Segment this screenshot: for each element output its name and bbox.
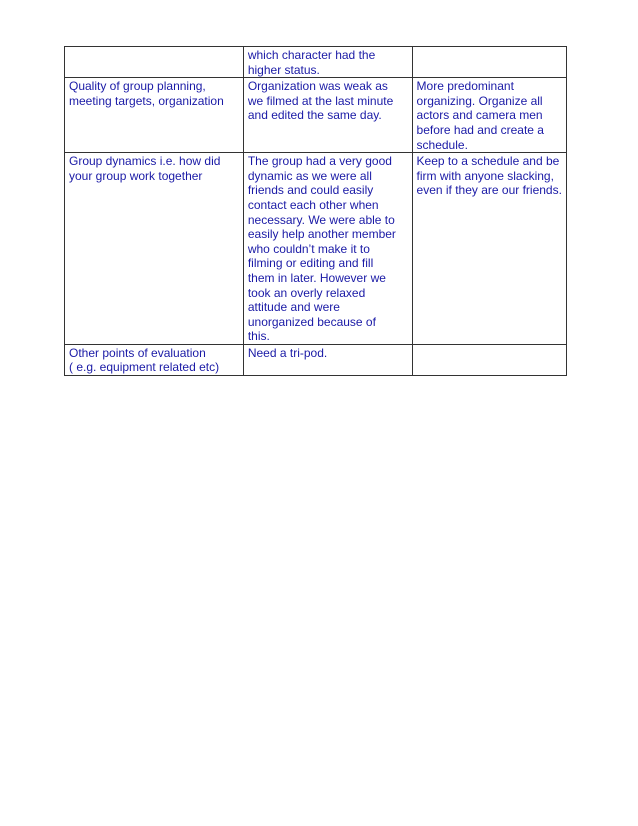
table-row [65,344,567,375]
evaluation-text: The group had a very good dynamic as we were all friends and could easily contact each other when necessary. We were able to easily help another member who couldn’t make it to filming or editing and fill them in later. However we took an overly relaxed attitude and were unorganized because of this. [247,154,396,344]
improvement-cell [412,78,566,153]
improvement-cell [412,153,566,345]
evaluation-cell [243,153,412,345]
criterion-text: Quality of group planning, meeting targets, organization [69,79,224,108]
criterion-text: Other points of evaluation ( e.g. equipment related etc) [69,345,220,375]
table-row [65,153,567,345]
evaluation-cell [243,78,412,153]
criterion-cell [65,78,244,153]
criterion-cell [65,153,244,345]
evaluation-cell [243,47,412,78]
table-row [65,78,567,153]
improvement-cell [412,47,566,78]
criterion-text: Group dynamics i.e. how did your group work together [69,154,221,183]
evaluation-cell [243,344,412,375]
table-row [65,47,567,78]
evaluation-table [64,46,567,376]
criterion-cell [65,47,244,78]
improvement-text: More predominant organizing. Organize all actors and camera men before had and create a schedule. [416,79,544,152]
improvement-cell [412,344,566,375]
evaluation-text: which character had the higher status. [247,48,376,77]
evaluation-text: Need a tri-pod. [247,345,328,360]
evaluation-text: Organization was weak as we filmed at the last minute and edited the same day. [247,79,394,123]
criterion-cell [65,344,244,375]
improvement-text: Keep to a schedule and be firm with anyone slacking, even if they are our friends. [416,154,562,198]
